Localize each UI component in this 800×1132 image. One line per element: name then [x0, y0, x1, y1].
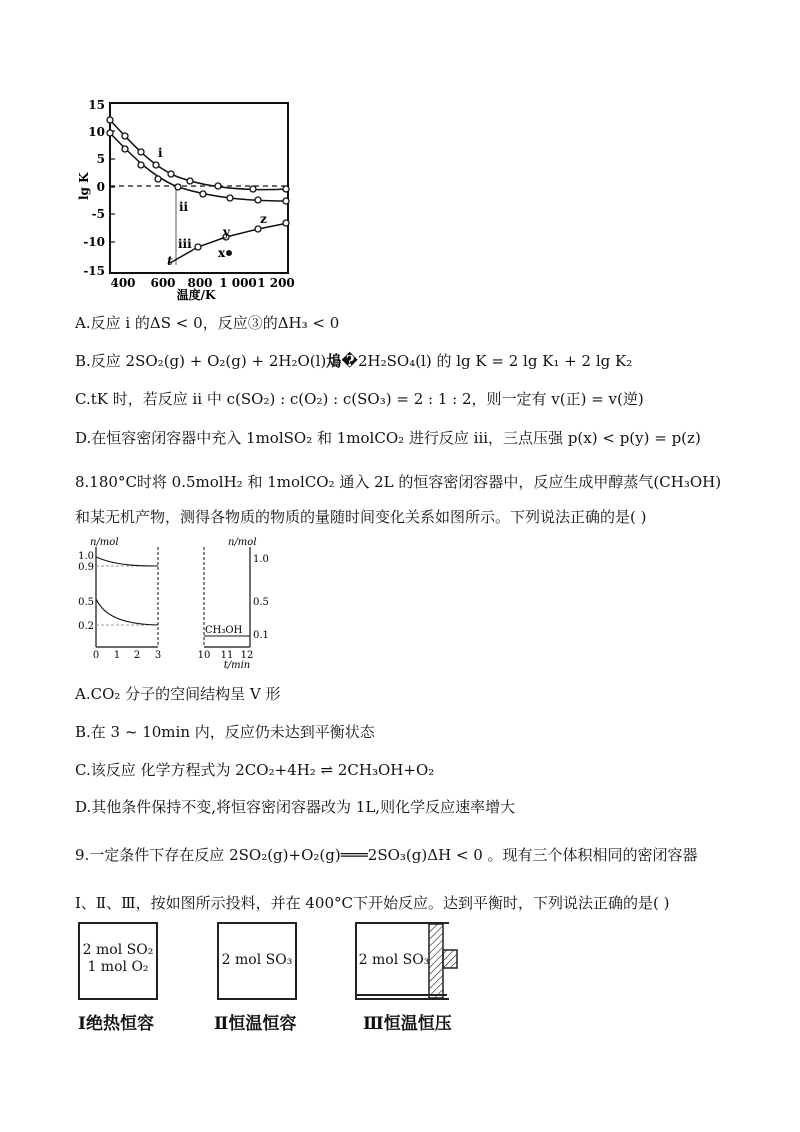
- y-tick: -10: [83, 235, 105, 249]
- curve-label-ii: ii: [179, 200, 189, 214]
- container-1-line1: 2 mol SO₂: [82, 942, 154, 958]
- x-tick: 11: [220, 650, 234, 661]
- q8-stem-line1: 8.180°C时将 0.5molH₂ 和 1molCO₂ 通入 2L 的恒容密闭容器中，反应生成甲醇蒸气(CH₃OH): [75, 473, 722, 491]
- x-tick: 2: [133, 650, 141, 661]
- left-tick: 0.2: [78, 621, 94, 632]
- x-tick: 600: [150, 276, 176, 290]
- container-1-line2: 1 mol O₂: [87, 959, 149, 975]
- x-tick: 800: [187, 276, 213, 290]
- ch3oh-label: CH₃OH: [205, 625, 243, 636]
- y-tick: 0: [96, 180, 105, 194]
- lgk-temperature-chart: [78, 95, 303, 300]
- q9-stem-line2: Ⅰ、Ⅱ、Ⅲ，按如图所示投料，并在 400°C下开始反应。达到平衡时，下列说法正确的是( ): [75, 894, 670, 912]
- q8-option-a: A.CO₂ 分子的空间结构呈 V 形: [75, 685, 281, 703]
- y-tick: -15: [83, 264, 105, 278]
- container-2-caption: Ⅱ恒温恒容: [214, 1014, 297, 1034]
- y-tick: 5: [96, 152, 105, 166]
- amount-time-chart: [80, 535, 280, 670]
- container-2: [217, 922, 297, 1000]
- q7-option-c: C.tK 时，若反应 ii 中 c(SO₂) : c(O₂) : c(SO₃) = 2 : 1 : 2，则一定有 v(正) = v(逆): [75, 390, 644, 408]
- q7-option-d: D.在恒容密闭容器中充入 1molSO₂ 和 1molCO₂ 进行反应 iii，三点压强 p(x) < p(y) = p(z): [75, 429, 701, 447]
- container-3-label: 2 mol SO₃: [358, 952, 430, 968]
- right-tick: 1.0: [253, 554, 269, 565]
- curve-i: [110, 120, 288, 190]
- y-axis-label: lg K: [77, 172, 91, 200]
- q7-option-b-prefix: B.反应 2SO₂(g) + O₂(g) + 2H₂O(l): [75, 352, 327, 370]
- q8-stem-line2: 和某无机产物，测得各物质的物质的量随时间变化关系如图所示。下列说法正确的是( ): [75, 508, 647, 526]
- container-2-label: 2 mol SO₃: [221, 952, 293, 968]
- q7-option-a: A.反应 i 的ΔS < 0，反应③的ΔH₃ < 0: [75, 314, 340, 332]
- x-tick: 1: [113, 650, 121, 661]
- y-tick: -5: [91, 207, 105, 221]
- q9-stem-line1: 9.一定条件下存在反应 2SO₂(g)+O₂(g)═══2SO₃(g)ΔH < 0 。现有三个体积相同的密闭容器: [75, 846, 698, 864]
- piston-icon: [425, 922, 465, 1000]
- x-axis-label: 温度/K: [176, 288, 216, 302]
- x-tick: 12: [240, 650, 254, 661]
- left-tick: 0.5: [78, 597, 94, 608]
- y-right-label: n/mol: [228, 537, 257, 548]
- q8-option-b: B.在 3 ~ 10min 内，反应仍未达到平衡状态: [75, 723, 375, 741]
- curve-label-t: t: [167, 254, 173, 268]
- q7-option-b-suffix: 2H₂SO₄(l) 的 lg K = 2 lg K₁ + 2 lg K₂: [357, 352, 633, 370]
- left-tick: 1.0: [78, 551, 94, 562]
- x-tick: 1 000: [219, 276, 257, 290]
- curve-ii: [110, 133, 288, 201]
- q7-option-b-garbled: 䲪�: [326, 352, 358, 370]
- q8-option-d: D.其他条件保持不变,将恒容密闭容器改为 1L,则化学反应速率增大: [75, 798, 516, 816]
- left-tick: 0.9: [78, 562, 94, 573]
- curve-label-x: x: [218, 246, 226, 260]
- x-tick: 10: [197, 650, 211, 661]
- container-1-caption: Ⅰ绝热恒容: [78, 1014, 154, 1034]
- curve-label-i: i: [158, 146, 163, 160]
- y-tick: 15: [88, 98, 105, 112]
- h2-curve: [96, 599, 158, 625]
- curve-label-y: y: [223, 225, 230, 239]
- q7-option-b: [75, 351, 632, 371]
- co2-curve: [96, 557, 158, 566]
- y-left-label: n/mol: [90, 537, 119, 548]
- q8-option-c: C.该反应 化学方程式为 2CO₂+4H₂ ⇌ 2CH₃OH+O₂: [75, 761, 435, 779]
- container-3-caption: Ⅲ恒温恒压: [363, 1014, 452, 1034]
- x-tick: 3: [154, 650, 162, 661]
- x-tick: 1 200: [257, 276, 295, 290]
- right-tick: 0.5: [253, 597, 269, 608]
- x-axis-label: t/min: [223, 660, 251, 671]
- y-tick: 10: [88, 125, 105, 139]
- point-x: [226, 250, 232, 256]
- curve-label-z: z: [260, 212, 267, 226]
- x-tick: 0: [92, 650, 100, 661]
- curve-label-iii: iii: [178, 237, 192, 251]
- container-1: [78, 922, 158, 1000]
- right-tick: 0.1: [253, 630, 269, 641]
- x-tick: 400: [110, 276, 136, 290]
